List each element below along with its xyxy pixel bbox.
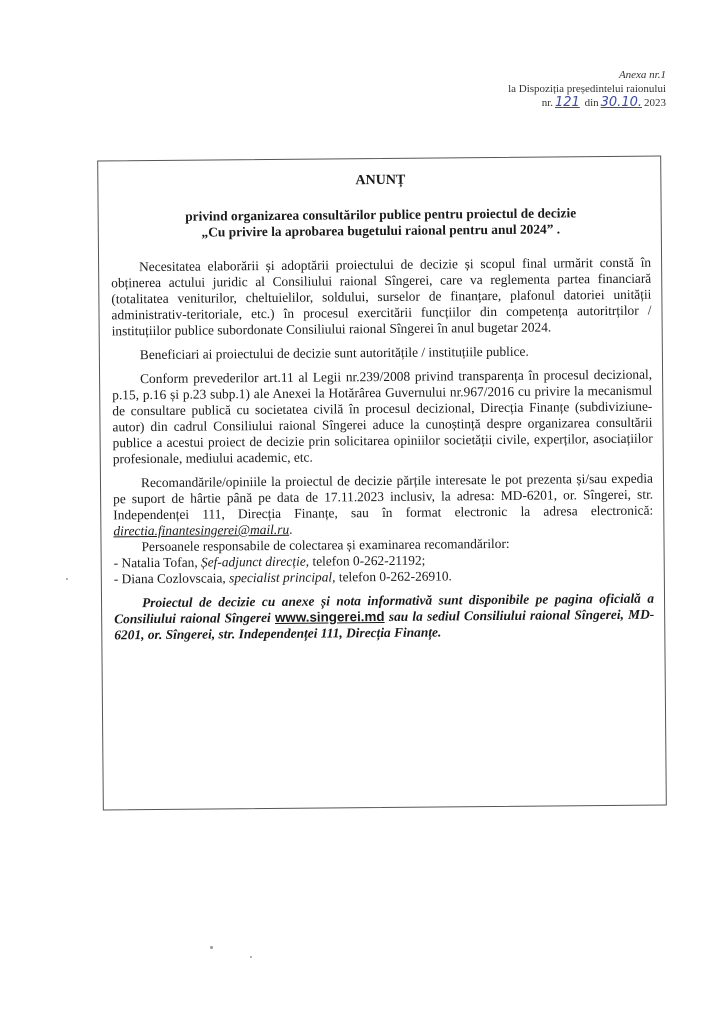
annex-number-line (508, 96, 666, 110)
annex-din-prefix: din (584, 97, 599, 109)
person2-role: specialist principal, (229, 569, 336, 586)
person2-name: - Diana Cozlovscaia, (113, 570, 230, 587)
annex-reference: la Dispoziția președintelui raionului (508, 83, 666, 95)
paragraph-legal-basis: Conform prevederilor art.11 al Legii nr.239/2008 privind transparența în procesul decizional, p.15, p.16 și p.23 subp.1) ale Anexei la Hotărârea Guvernului nr.967/2016 cu privire la mecanismul de consultare publică cu societatea civilă în procesul decizional, Direcția Finanțe (subdiviziune-autor) din cadrul Consiliului raional Sîngerei aduce la cunoștință despre organizarea consultării publice a acestui proiect de decizie prin solicitarea opiniilor societății civile, experților, asociațiilor profesionale, mediului academic, etc. (112, 366, 653, 467)
responsible-intro: Persoanele responsabile de colectarea și examinarea recomandărilor: (141, 535, 510, 555)
person1-role: Șef-adjunct direcție, (200, 553, 310, 570)
paragraph-recommendations (113, 471, 654, 540)
annex-nr-prefix: nr. (541, 97, 553, 109)
notice-subtitle-line2: „Cu privire la aprobarea bugetului raional pentru anul 2024” . (201, 221, 561, 240)
paragraph-beneficiaries: Beneficiari ai proiectului de decizie sunt autoritățile / instituțiile publice. (139, 343, 529, 363)
website-link[interactable]: www.singerei.md (274, 608, 385, 625)
paragraph-necessity: Necesitatea elaborării și adoptării proiectului de decizie și scopul final urmărit constă în obținerea actului juridic al Consiliului raional Sîngerei, care va reglementa partea financiară (totalitatea veniturilor, cheltuielilor, soldului, surselor de finanțare, plafonul datoriei unității administrativ-teritoriale, etc.) în procesul exercitării funcțiilor din competența autoritrților / instituțiilor publice subordonate Consiliului raional Sîngerei în anul bugetar 2024. (111, 254, 652, 339)
person2-phone: telefon 0-262-26910. (335, 568, 452, 585)
annex-header (508, 68, 666, 110)
notice-content (110, 169, 654, 644)
recommendations-text: Recomandările/opiniile la proiectul de decizie părțile interesate le pot prezenta și/sau expedia pe suport de hârtie până pe data de 17.11.2023 inclusiv, la adresa: MD-6201, or. Sîngerei, str. Independenței 111, Direcția Finanțe, sau în format electronic la adresa electronică: (113, 470, 654, 523)
notice-subtitle (111, 205, 651, 242)
person1-name: - Natalia Tofan, (113, 554, 202, 571)
availability-text-after: sau la sediul Consiliului raional Sîngerei, MD-6201, or. Sîngerei, str. Independenței 111, Direcția Finanțe. (114, 606, 655, 643)
scan-speck (210, 946, 213, 949)
annex-date-handwritten: 30.10. (600, 95, 642, 110)
email-period: . (289, 521, 293, 537)
notice-subtitle-line1: privind organizarea consultărilor publice pentru proiectul de decizie (185, 205, 577, 224)
availability-note (114, 591, 654, 644)
scan-speck (250, 956, 252, 958)
availability-text-before: Proiectul de decizie cu anexe și nota informativă sunt disponibile pe pagina oficială a Consiliului raional Sîngerei (114, 590, 655, 627)
email-link[interactable]: directia.finantesingerei@mail.ru (113, 521, 290, 539)
scan-speck (66, 578, 68, 580)
person1-phone: telefon 0-262-21192; (309, 552, 426, 569)
responsible-person-2 (114, 567, 654, 588)
annex-year: 2023 (644, 97, 666, 109)
notice-title: ANUNȚ (355, 172, 406, 189)
notice-frame (97, 156, 667, 811)
annex-nr-handwritten: 121 (555, 95, 580, 110)
annex-title: Anexa nr.1 (618, 69, 666, 81)
